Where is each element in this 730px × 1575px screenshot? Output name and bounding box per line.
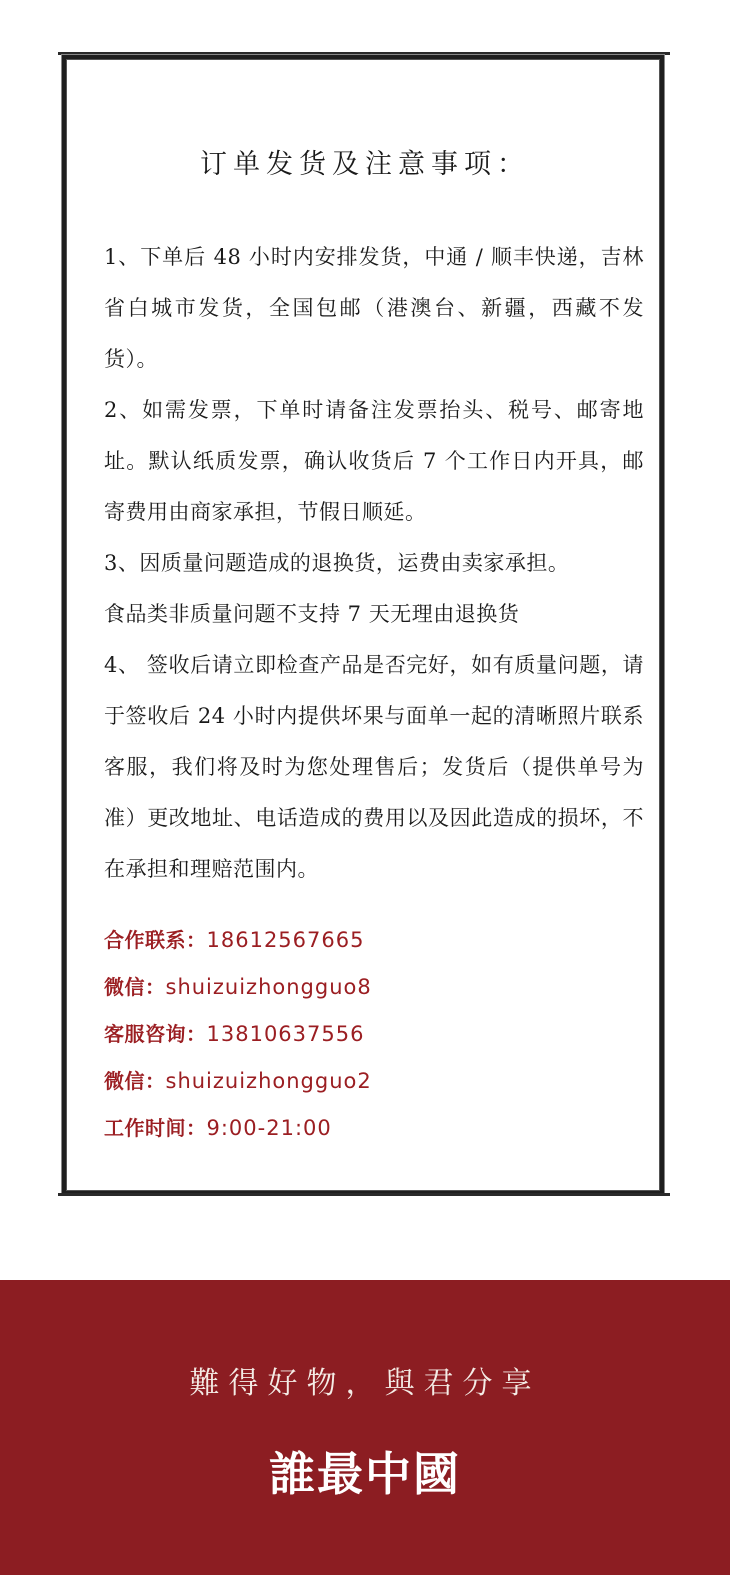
working-hours: 9:00-21:00: [206, 1116, 332, 1140]
footer-slogan: 難得好物，與君分享: [189, 1366, 541, 1401]
rule-quality-return: 3、因质量问题造成的退换货，运费由卖家承担。: [104, 551, 570, 575]
rules-list: [104, 232, 644, 895]
contact-phone: 13810637556: [206, 1022, 365, 1046]
brand-name: 誰最中國: [269, 1447, 461, 1501]
contact-cooperation: [104, 917, 372, 964]
contact-wechat-2: [104, 1058, 372, 1105]
rule-shipping: 1、下单后 48 小时内安排发货，中通 / 顺丰快递，吉林省白城市发货，全国包邮（港澳台、新疆，西藏不发货）。: [104, 245, 644, 371]
contact-service: [104, 1011, 372, 1058]
contact-wechat-1: [104, 964, 372, 1011]
notice-title: 订单发货及注意事项：: [200, 149, 530, 180]
contact-label: 客服咨询：: [104, 1022, 207, 1046]
footer-banner: [0, 1280, 730, 1575]
contact-label: 合作联系：: [104, 928, 207, 952]
contact-list: [104, 917, 372, 1152]
contact-label: 微信：: [104, 1069, 166, 1093]
frame-bottom-edge: [58, 1193, 670, 1196]
rule-invoice: 2、如需发票，下单时请备注发票抬头、税号、邮寄地址。默认纸质发票，确认收货后 7 个工作日内开具，邮寄费用由商家承担，节假日顺延。: [104, 398, 644, 524]
wechat-id: shuizuizhongguo2: [165, 1069, 372, 1093]
contact-label: 微信：: [104, 975, 166, 999]
wechat-id: shuizuizhongguo8: [165, 975, 372, 999]
rule-inspection: 4、 签收后请立即检查产品是否完好，如有质量问题，请于签收后 24 小时内提供坏果与面单一起的清晰照片联系客服，我们将及时为您处理售后；发货后（提供单号为准）更改地址、电话造成的费用以及因此造成的损坏，不在承担和理赔范围内。: [104, 653, 644, 881]
contact-hours: [104, 1105, 372, 1152]
contact-phone: 18612567665: [206, 928, 365, 952]
contact-label: 工作时间：: [104, 1116, 207, 1140]
rule-food-no-return: 食品类非质量问题不支持 7 天无理由退换货: [104, 602, 520, 626]
